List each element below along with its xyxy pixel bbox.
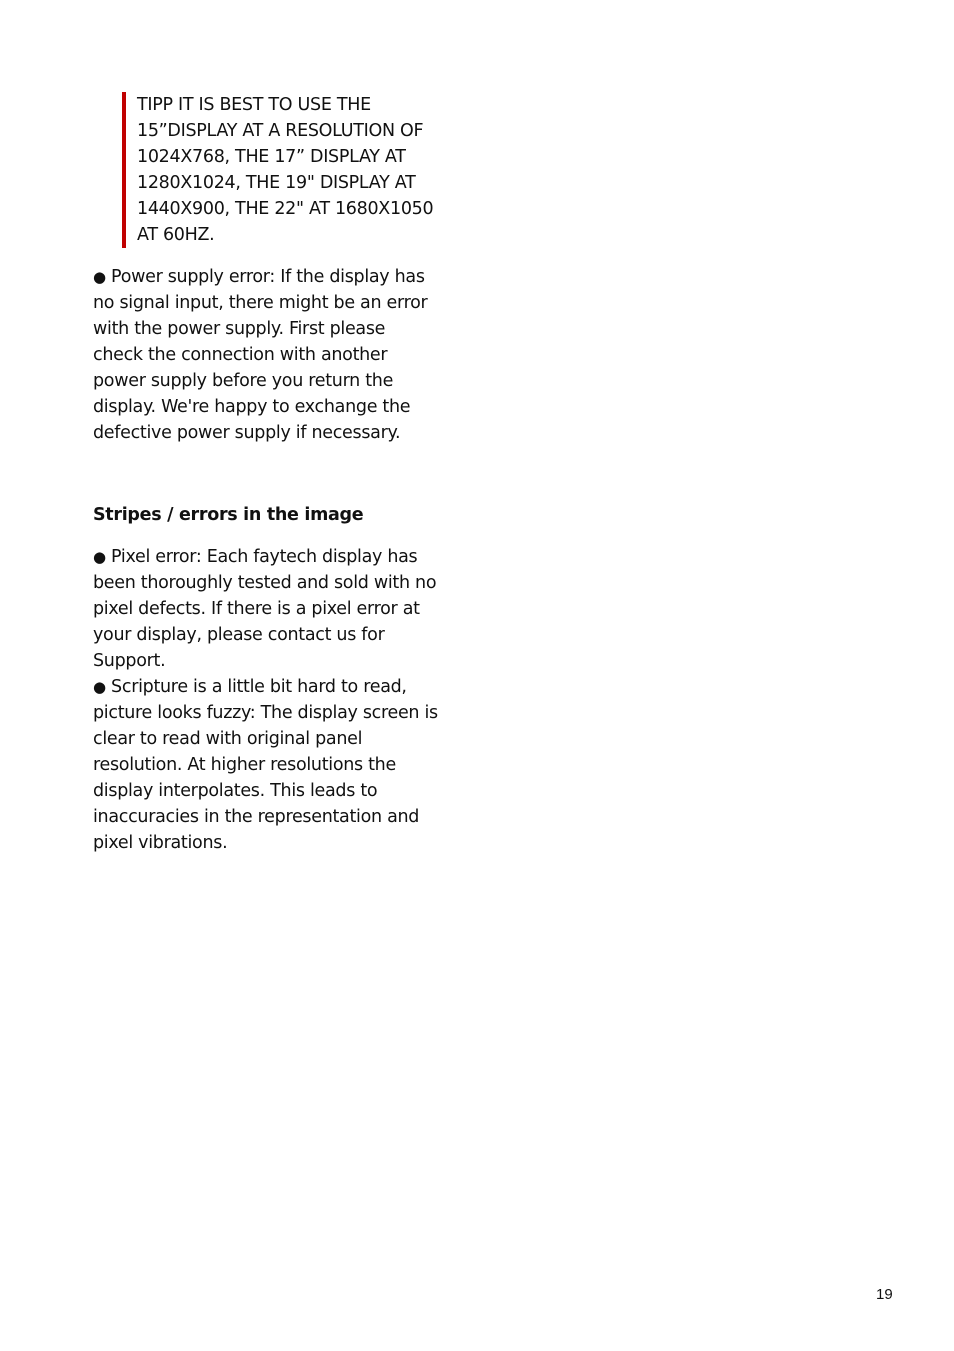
paragraph-text: Pixel error: Each faytech display has: [105, 547, 418, 567]
tip-line: AT 60HZ.: [137, 225, 215, 245]
paragraph-line: power supply before you return the: [93, 371, 394, 391]
paragraph-line: resolution. At higher resolutions the: [93, 755, 396, 775]
tip-line: 1440X900, THE 22" AT 1680X1050: [137, 199, 434, 219]
paragraph-line: Support.: [93, 651, 166, 671]
paragraph-line: [93, 544, 463, 570]
paragraph-line: display. We're happy to exchange the: [93, 397, 411, 417]
paragraph-line: been thoroughly tested and sold with no: [93, 573, 437, 593]
tip-line: 15”DISPLAY AT A RESOLUTION OF: [137, 121, 424, 141]
tip-line: 1280X1024, THE 19" DISPLAY AT: [137, 173, 416, 193]
paragraph-line: [93, 264, 463, 290]
paragraph-line: display interpolates. This leads to: [93, 781, 378, 801]
paragraph-line: no signal input, there might be an error: [93, 293, 428, 313]
paragraph-line: clear to read with original panel: [93, 729, 363, 749]
tip-line: TIPP IT IS BEST TO USE THE: [137, 95, 371, 115]
tip-callout: [122, 92, 467, 248]
bullet-icon: ●: [93, 548, 106, 566]
paragraph-line: [93, 674, 463, 700]
power-supply-paragraph: [93, 264, 463, 446]
paragraph-line: pixel defects. If there is a pixel error at: [93, 599, 420, 619]
paragraph-text: Scripture is a little bit hard to read,: [105, 677, 407, 697]
paragraph-line: with the power supply. First please: [93, 319, 386, 339]
paragraph-line: defective power supply if necessary.: [93, 423, 401, 443]
paragraph-text: Power supply error: If the display has: [105, 267, 425, 287]
pixel-error-paragraph: [93, 544, 463, 674]
paragraph-line: your display, please contact us for: [93, 625, 385, 645]
paragraph-line: check the connection with another: [93, 345, 388, 365]
paragraph-line: pixel vibrations.: [93, 833, 228, 853]
tip-line: 1024X768, THE 17” DISPLAY AT: [137, 147, 406, 167]
bullet-icon: ●: [93, 268, 106, 286]
paragraph-line: picture looks fuzzy: The display screen is: [93, 703, 438, 723]
scripture-paragraph: [93, 674, 463, 856]
bullet-icon: ●: [93, 678, 106, 696]
paragraph-line: inaccuracies in the representation and: [93, 807, 420, 827]
section-heading: Stripes / errors in the image: [93, 505, 364, 525]
page-number: 19: [876, 1286, 893, 1303]
